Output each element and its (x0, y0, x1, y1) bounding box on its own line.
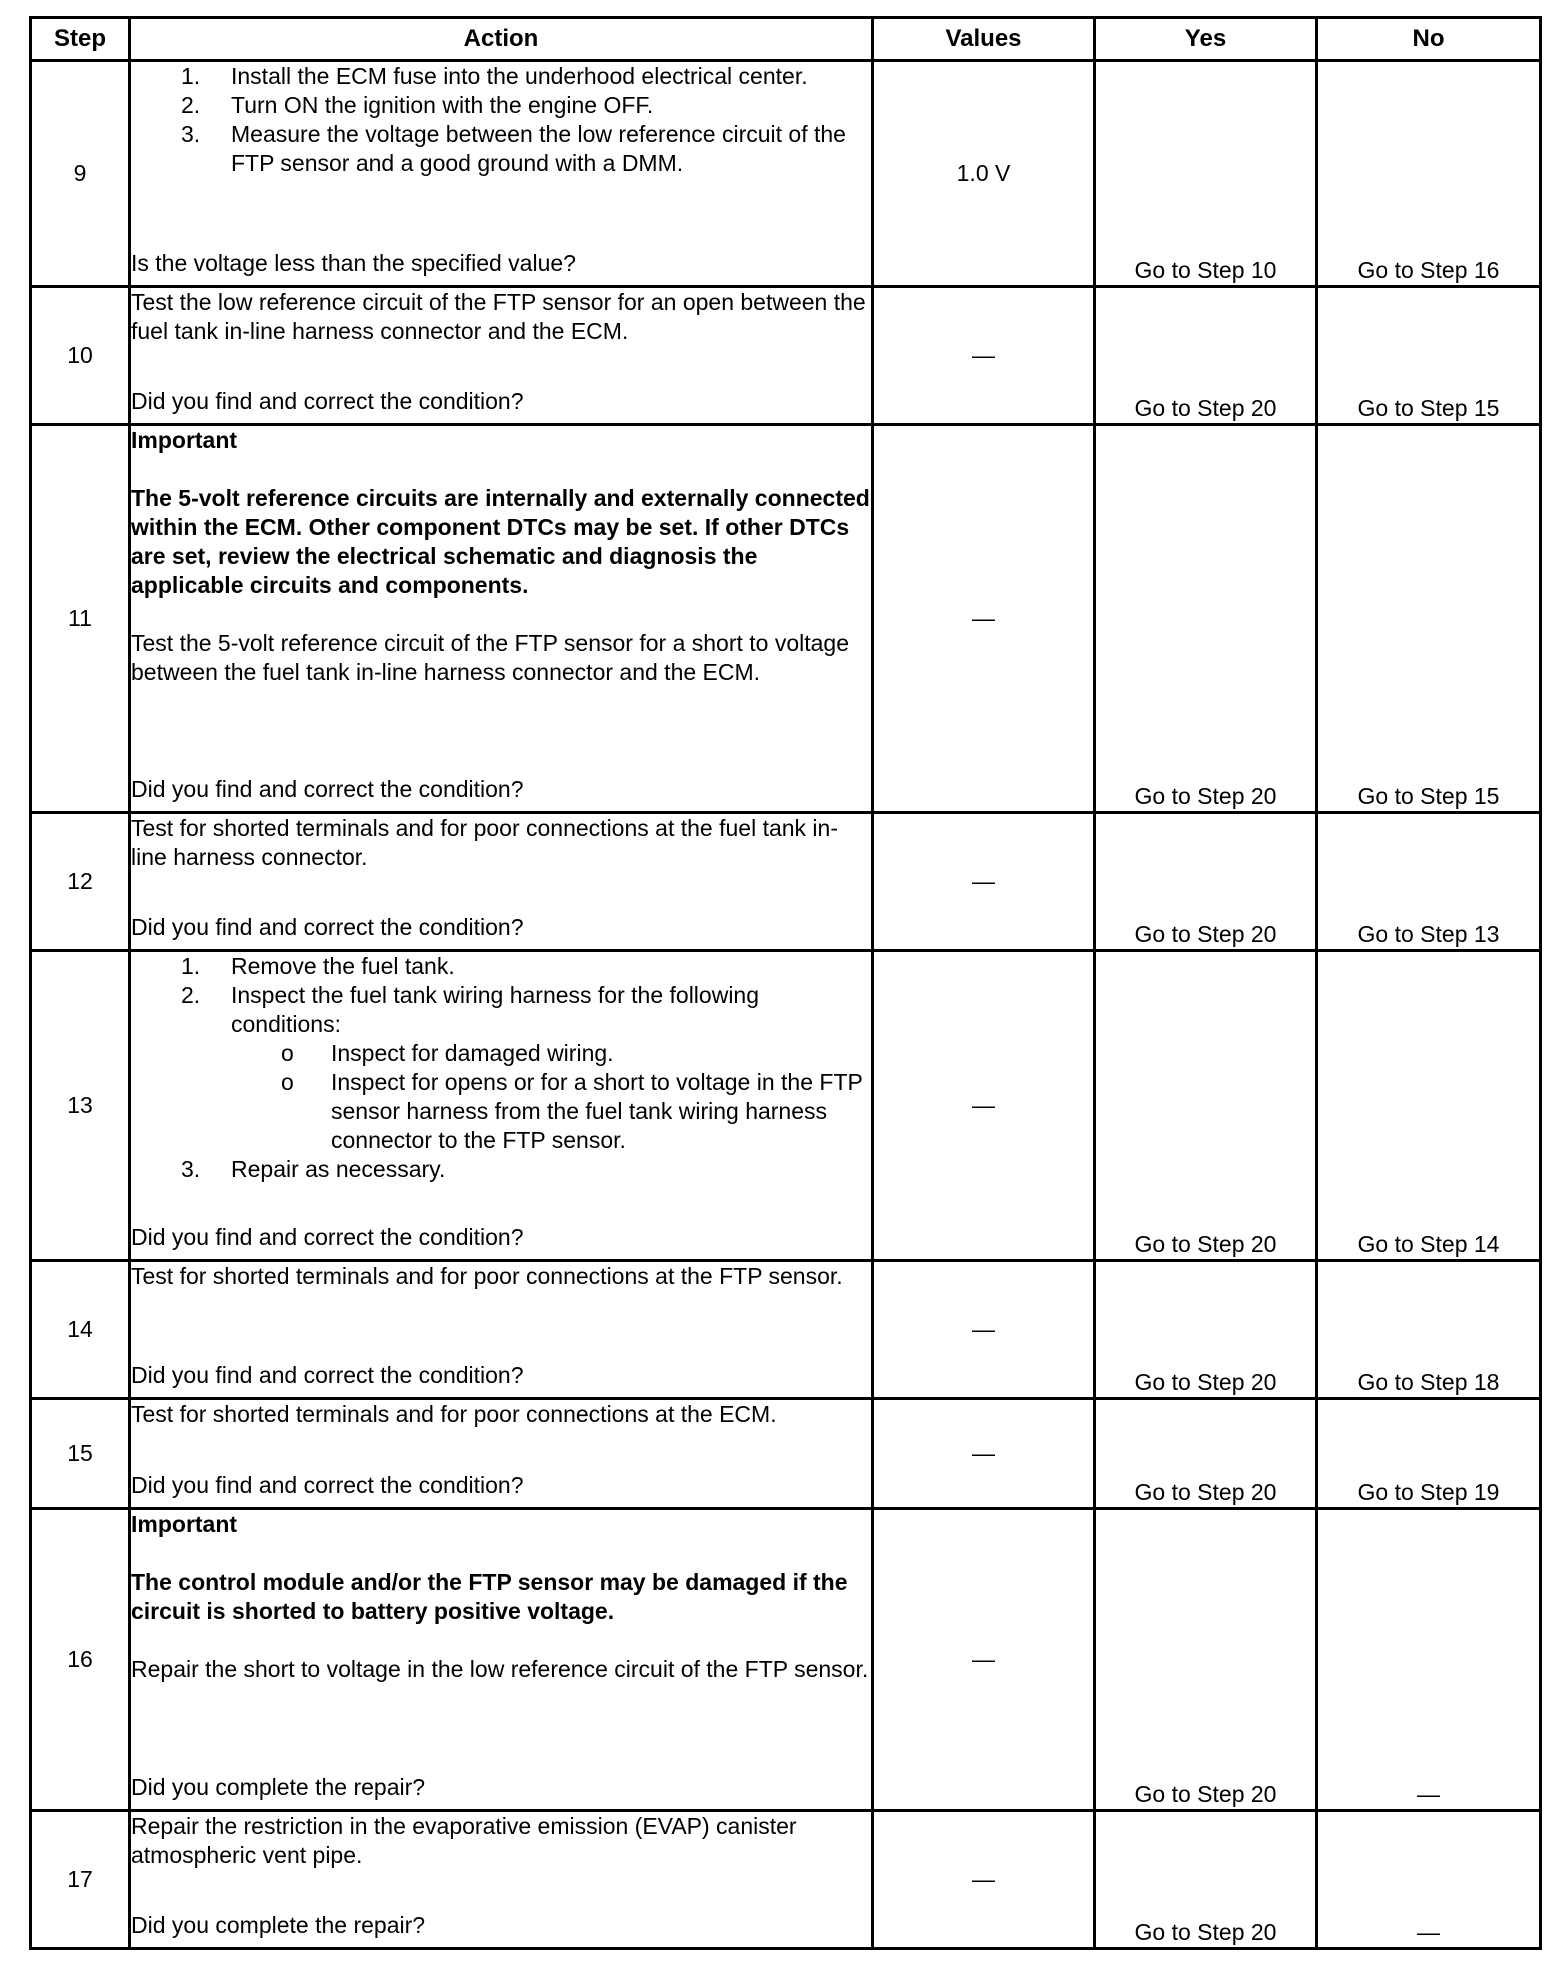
important-text: The control module and/or the FTP sensor may be damaged if the circuit is shorted to battery positive voltage. (131, 1569, 848, 1624)
list-item: 1. Remove the fuel tank. (181, 953, 455, 979)
step-number: 11 (31, 425, 130, 813)
value-cell: — (873, 813, 1095, 951)
table-row (31, 1811, 1541, 1949)
no-cell: — (1317, 1811, 1541, 1949)
table-row (31, 1261, 1541, 1399)
no-cell: Go to Step 16 (1317, 61, 1541, 287)
table-row (31, 1399, 1541, 1509)
step-number: 16 (31, 1509, 130, 1811)
action-text: Test for shorted terminals and for poor connections at the fuel tank in-line harness connector. (131, 815, 838, 870)
value-cell: — (873, 287, 1095, 425)
action-text: Test for shorted terminals and for poor connections at the FTP sensor. (131, 1263, 843, 1289)
header-no: No (1317, 18, 1541, 61)
yes-cell: Go to Step 20 (1095, 1399, 1317, 1509)
header-row (31, 18, 1541, 61)
important-text: The 5-volt reference circuits are internally and externally connected within the ECM. Other component DTCs may be set. If other DTCs are set, review the electrical schematic and diagnosis the applicable circuits and components. (131, 485, 870, 598)
action-cell (130, 1811, 873, 1949)
action-cell (130, 61, 873, 287)
procedure-list (131, 62, 871, 178)
action-text: Repair the short to voltage in the low reference circuit of the FTP sensor. (131, 1656, 869, 1682)
sub-list (231, 1039, 871, 1155)
header-yes: Yes (1095, 18, 1317, 61)
step-number: 14 (31, 1261, 130, 1399)
important-label: Important (131, 1511, 238, 1537)
value-cell: — (873, 1399, 1095, 1509)
action-text: Test for shorted terminals and for poor connections at the ECM. (131, 1401, 777, 1427)
action-text: Repair the restriction in the evaporative emission (EVAP) canister atmospheric vent pipe. (131, 1813, 797, 1868)
list-item: 3. Measure the voltage between the low reference circuit of the FTP sensor and a good ground with a DMM. (181, 121, 846, 176)
question-text: Did you find and correct the condition? (131, 1224, 524, 1250)
table-row (31, 951, 1541, 1261)
step-number: 12 (31, 813, 130, 951)
action-cell (130, 425, 873, 813)
action-cell (130, 1261, 873, 1399)
no-cell: Go to Step 18 (1317, 1261, 1541, 1399)
action-cell (130, 287, 873, 425)
yes-cell: Go to Step 20 (1095, 287, 1317, 425)
yes-cell: Go to Step 20 (1095, 1509, 1317, 1811)
step-number: 15 (31, 1399, 130, 1509)
list-item: 2. Inspect the fuel tank wiring harness for the following conditions: o Inspect for damaged wiring. o Inspect for opens or for a short to voltage in the FTP sensor harness from the fuel tank wiring harness connector to the FTP sensor. (131, 981, 871, 1155)
no-cell: — (1317, 1509, 1541, 1811)
question-text: Is the voltage less than the specified value? (131, 250, 576, 276)
question-text: Did you complete the repair? (131, 1774, 426, 1800)
procedure-list (131, 952, 871, 1184)
diagnostic-table (29, 16, 1542, 1950)
action-text: Test the 5-volt reference circuit of the FTP sensor for a short to voltage between the fuel tank in-line harness connector and the ECM. (131, 630, 850, 685)
no-cell: Go to Step 15 (1317, 425, 1541, 813)
header-action: Action (130, 18, 873, 61)
yes-cell: Go to Step 20 (1095, 1811, 1317, 1949)
question-text: Did you find and correct the condition? (131, 1362, 524, 1388)
question-text: Did you find and correct the condition? (131, 388, 524, 414)
list-item: 2. Turn ON the ignition with the engine OFF. (181, 92, 654, 118)
question-text: Did you find and correct the condition? (131, 776, 524, 802)
question-text: Did you find and correct the condition? (131, 1472, 524, 1498)
value-cell: — (873, 1261, 1095, 1399)
list-item: 1. Install the ECM fuse into the underhood electrical center. (181, 63, 808, 89)
no-cell: Go to Step 13 (1317, 813, 1541, 951)
yes-cell: Go to Step 20 (1095, 1261, 1317, 1399)
action-cell (130, 951, 873, 1261)
list-item: o Inspect for damaged wiring. (281, 1040, 614, 1066)
yes-cell: Go to Step 20 (1095, 951, 1317, 1261)
no-cell: Go to Step 19 (1317, 1399, 1541, 1509)
table-row (31, 61, 1541, 287)
action-cell (130, 1509, 873, 1811)
value-cell: — (873, 425, 1095, 813)
question-text: Did you complete the repair? (131, 1912, 426, 1938)
question-text: Did you find and correct the condition? (131, 914, 524, 940)
action-text: Test the low reference circuit of the FTP sensor for an open between the fuel tank in-line harness connector and the ECM. (131, 289, 866, 344)
header-values: Values (873, 18, 1095, 61)
table-row (31, 287, 1541, 425)
action-cell (130, 813, 873, 951)
value-cell: — (873, 951, 1095, 1261)
step-number: 17 (31, 1811, 130, 1949)
value-cell: — (873, 1811, 1095, 1949)
action-cell (130, 1399, 873, 1509)
step-number: 13 (31, 951, 130, 1261)
value-cell: 1.0 V (873, 61, 1095, 287)
yes-cell: Go to Step 20 (1095, 425, 1317, 813)
important-label: Important (131, 427, 238, 453)
no-cell: Go to Step 15 (1317, 287, 1541, 425)
yes-cell: Go to Step 20 (1095, 813, 1317, 951)
step-number: 9 (31, 61, 130, 287)
table-row (31, 813, 1541, 951)
list-item: o Inspect for opens or for a short to voltage in the FTP sensor harness from the fuel tank wiring harness connector to the FTP sensor. (281, 1069, 863, 1153)
list-item: 3. Repair as necessary. (181, 1156, 446, 1182)
no-cell: Go to Step 14 (1317, 951, 1541, 1261)
yes-cell: Go to Step 10 (1095, 61, 1317, 287)
step-number: 10 (31, 287, 130, 425)
table-row (31, 425, 1541, 813)
header-step: Step (31, 18, 130, 61)
table-row (31, 1509, 1541, 1811)
value-cell: — (873, 1509, 1095, 1811)
